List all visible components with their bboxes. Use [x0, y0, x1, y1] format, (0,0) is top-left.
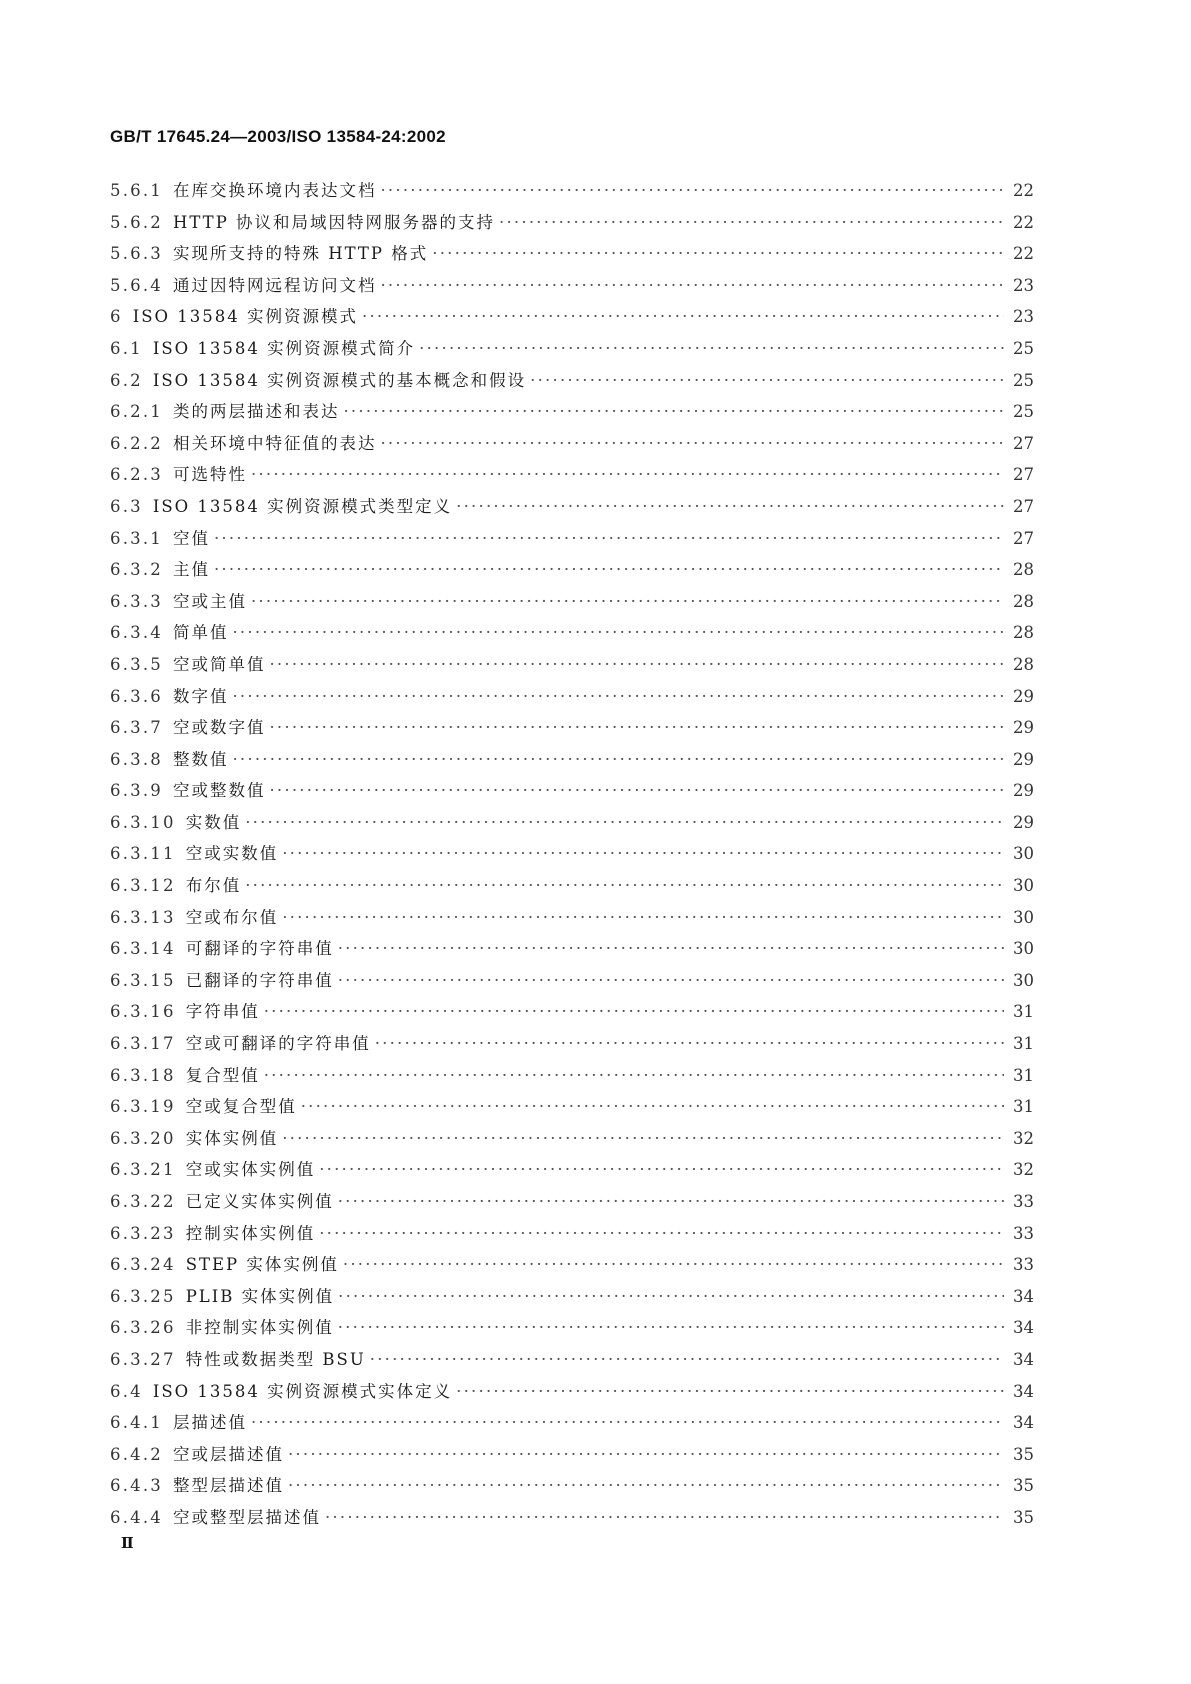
toc-entry-number: 6.3.2: [110, 560, 163, 580]
toc-entry-page: 29: [1013, 686, 1034, 706]
toc-entry-page: 32: [1013, 1128, 1034, 1148]
dot-leader: [343, 1254, 1004, 1275]
toc-entry-number: 6.3.9: [110, 781, 163, 801]
toc-entry[interactable]: [110, 180, 1034, 212]
toc-entry[interactable]: [110, 1223, 1034, 1255]
toc-entry-page: 35: [1013, 1507, 1034, 1527]
toc-entry-title: 字符串值: [185, 1002, 260, 1022]
toc-entry-page: 28: [1013, 591, 1034, 611]
toc-entry[interactable]: [110, 528, 1034, 560]
toc-entry-number: 6.3.15: [110, 970, 176, 990]
toc-entry-page: 22: [1013, 244, 1034, 264]
toc-entry[interactable]: [110, 1096, 1034, 1128]
toc-entry-title: 空或主值: [172, 591, 247, 611]
toc-entry-page: 34: [1013, 1318, 1034, 1338]
toc-entry[interactable]: [110, 1475, 1034, 1507]
toc-entry-title: 空或数字值: [172, 718, 266, 738]
toc-entry-number: 6.3.20: [110, 1128, 176, 1148]
toc-entry-page: 34: [1013, 1381, 1034, 1401]
toc-entry-title: ISO 13584 实例资源模式类型定义: [152, 496, 453, 516]
dot-leader: [370, 1349, 1004, 1370]
toc-entry-page: 33: [1013, 1223, 1034, 1243]
toc-entry-page: 23: [1013, 307, 1034, 327]
toc-entry[interactable]: [110, 1381, 1034, 1413]
toc-entry-page: 32: [1013, 1160, 1034, 1180]
dot-leader: [419, 338, 1004, 359]
toc-entry[interactable]: [110, 1254, 1034, 1286]
toc-entry-number: 6.4.1: [110, 1413, 163, 1433]
toc-entry[interactable]: [110, 749, 1034, 781]
toc-entry-page: 30: [1013, 939, 1034, 959]
toc-entry[interactable]: [110, 907, 1034, 939]
toc-entry-page: 29: [1013, 781, 1034, 801]
toc-entry-number: 6.4: [110, 1381, 143, 1401]
toc-entry-title: 可选特性: [172, 465, 247, 485]
toc-entry[interactable]: [110, 1507, 1034, 1539]
toc-entry-title: 特性或数据类型 BSU: [185, 1349, 366, 1369]
dot-leader: [264, 1001, 1004, 1022]
toc-entry-title: ISO 13584 实例资源模式: [132, 307, 359, 327]
toc-entry[interactable]: [110, 717, 1034, 749]
toc-entry-number: 5.6.2: [110, 212, 163, 232]
dot-leader: [319, 1159, 1004, 1180]
dot-leader: [338, 1317, 1004, 1338]
toc-entry-number: 6.3.3: [110, 591, 163, 611]
toc-entry-number: 6.3.25: [110, 1286, 176, 1306]
toc-entry-number: 6.3.21: [110, 1160, 176, 1180]
toc-entry-number: 6.3.23: [110, 1223, 176, 1243]
toc-entry[interactable]: [110, 401, 1034, 433]
toc-entry-title: 可翻译的字符串值: [185, 939, 334, 959]
toc-entry-number: 6.2: [110, 370, 143, 390]
toc-entry-page: 27: [1013, 496, 1034, 516]
dot-leader: [362, 306, 1004, 327]
toc-entry-page: 29: [1013, 812, 1034, 832]
toc-entry-number: 6.4.4: [110, 1507, 163, 1527]
toc-entry[interactable]: [110, 970, 1034, 1002]
toc-entry[interactable]: [110, 338, 1034, 370]
dot-leader: [245, 812, 1004, 833]
toc-entry-number: 6.3.16: [110, 1002, 176, 1022]
toc-entry[interactable]: [110, 591, 1034, 623]
toc-entry-title: 已定义实体实例值: [185, 1192, 334, 1211]
toc-entry-number: 6.3.19: [110, 1097, 176, 1117]
toc-entry[interactable]: [110, 1033, 1034, 1065]
toc-entry-title: 数字值: [172, 686, 229, 706]
toc-entry-title: 实体实例值: [185, 1128, 279, 1148]
toc-entry-page: 30: [1013, 970, 1034, 990]
toc-entry[interactable]: [110, 1159, 1034, 1191]
toc-entry-page: 31: [1013, 1002, 1034, 1022]
toc-entry-title: 空或实数值: [185, 844, 279, 864]
toc-entry[interactable]: [110, 370, 1034, 402]
toc-entry-number: 6.4.3: [110, 1476, 163, 1496]
dot-leader: [214, 528, 1004, 549]
dot-leader: [282, 1128, 1004, 1149]
page-number-footer: Ⅱ: [121, 1534, 133, 1552]
dot-leader: [288, 1475, 1004, 1496]
toc-entry-number: 6.3.18: [110, 1065, 176, 1085]
dot-leader: [232, 686, 1004, 707]
toc-entry-number: 6.3.22: [110, 1192, 176, 1211]
dot-leader: [499, 212, 1004, 233]
dot-leader: [301, 1096, 1004, 1117]
toc-entry-number: 6.3.24: [110, 1255, 176, 1275]
toc-entry[interactable]: [110, 464, 1034, 496]
toc-entry-title: 主值: [172, 560, 210, 580]
toc-entry-page: 29: [1013, 718, 1034, 738]
toc-entry-title: 层描述值: [172, 1413, 247, 1433]
dot-leader: [269, 654, 1004, 675]
toc-entry-number: 6.3.6: [110, 686, 163, 706]
dot-leader: [380, 433, 1004, 454]
document-header: GB/T 17645.24—2003/ISO 13584-24:2002: [110, 127, 446, 146]
dot-leader: [432, 243, 1004, 264]
toc-entry[interactable]: [110, 938, 1034, 970]
toc-entry-page: 34: [1013, 1286, 1034, 1306]
toc-entry-number: 6.3.14: [110, 939, 176, 959]
dot-leader: [380, 275, 1004, 296]
dot-leader: [251, 464, 1004, 485]
toc-entry-page: 28: [1013, 654, 1034, 674]
dot-leader: [245, 875, 1004, 896]
toc-entry-number: 6.3.26: [110, 1318, 176, 1338]
toc-entry-page: 22: [1013, 212, 1034, 232]
dot-leader: [338, 1286, 1004, 1307]
toc-entry-number: 5.6.1: [110, 181, 163, 200]
toc-entry-page: 29: [1013, 749, 1034, 769]
toc-entry[interactable]: [110, 433, 1034, 465]
toc-entry[interactable]: [110, 496, 1034, 528]
toc-entry-page: 35: [1013, 1476, 1034, 1496]
toc-entry-title: 空或可翻译的字符串值: [185, 1034, 371, 1054]
dot-leader: [288, 1444, 1004, 1465]
toc-entry-page: 31: [1013, 1065, 1034, 1085]
dot-leader: [251, 1412, 1004, 1433]
toc-entry-title: 空或简单值: [172, 654, 266, 674]
toc-entry-number: 6.1: [110, 338, 143, 358]
dot-leader: [375, 1033, 1004, 1054]
dot-leader: [232, 749, 1004, 770]
toc-entry[interactable]: [110, 1001, 1034, 1033]
dot-leader: [325, 1507, 1004, 1528]
toc-entry-title: ISO 13584 实例资源模式的基本概念和假设: [152, 370, 527, 390]
toc-entry-number: 5.6.4: [110, 275, 163, 295]
toc-entry-page: 27: [1013, 528, 1034, 548]
toc-entry-title: HTTP 协议和局域因特网服务器的支持: [172, 212, 496, 232]
toc-entry-page: 25: [1013, 402, 1034, 422]
toc-entry-title: 空或整数值: [172, 781, 266, 801]
toc-entry-title: 控制实体实例值: [185, 1223, 316, 1243]
toc-entry-page: 33: [1013, 1192, 1034, 1211]
toc-entry-page: 34: [1013, 1413, 1034, 1433]
toc-entry-number: 6.2.3: [110, 465, 163, 485]
toc-entry-title: 简单值: [172, 623, 229, 643]
toc-entry-number: 5.6.3: [110, 244, 163, 264]
toc-entry-title: 类的两层描述和表达: [172, 402, 340, 422]
toc-entry-page: 30: [1013, 876, 1034, 896]
toc-entry[interactable]: [110, 275, 1034, 307]
toc-entry-title: ISO 13584 实例资源模式实体定义: [152, 1381, 453, 1401]
dot-leader: [530, 370, 1004, 391]
toc-entry-page: 25: [1013, 338, 1034, 358]
toc-entry[interactable]: [110, 1191, 1034, 1223]
toc-entry[interactable]: [110, 1128, 1034, 1160]
toc-entry-title: 通过因特网远程访问文档: [172, 275, 377, 295]
toc-entry-page: 31: [1013, 1034, 1034, 1054]
toc-entry[interactable]: [110, 1349, 1034, 1381]
dot-leader: [269, 717, 1004, 738]
toc-entry-number: 6.4.2: [110, 1444, 163, 1464]
toc-entry-number: 6.2.1: [110, 402, 163, 422]
toc-entry-number: 6: [110, 307, 123, 327]
toc-entry[interactable]: [110, 212, 1034, 244]
toc-entry-title: 整型层描述值: [172, 1476, 284, 1496]
toc-entry-page: 28: [1013, 560, 1034, 580]
toc-entry[interactable]: [110, 875, 1034, 907]
dot-leader: [380, 180, 1004, 201]
toc-entry[interactable]: [110, 686, 1034, 718]
toc-entry-number: 6.3.17: [110, 1034, 176, 1054]
dot-leader: [343, 401, 1004, 422]
toc-entry-number: 6.3: [110, 496, 143, 516]
toc-entry-title: 空或复合型值: [185, 1097, 297, 1117]
toc-entry-title: STEP 实体实例值: [185, 1255, 339, 1275]
toc-entry-page: 35: [1013, 1444, 1034, 1464]
dot-leader: [456, 1381, 1004, 1402]
toc-entry[interactable]: [110, 243, 1034, 275]
toc-entry-number: 6.3.5: [110, 654, 163, 674]
toc-entry-page: 23: [1013, 275, 1034, 295]
toc-entry-title: 空或整型层描述值: [172, 1507, 321, 1527]
dot-leader: [282, 907, 1004, 928]
toc-entry-title: 相关环境中特征值的表达: [172, 433, 377, 453]
toc-entry[interactable]: [110, 780, 1034, 812]
toc-entry-number: 6.3.13: [110, 907, 176, 927]
toc-entry-title: 实现所支持的特殊 HTTP 格式: [172, 244, 429, 264]
toc-entry-number: 6.3.1: [110, 528, 163, 548]
toc-entry-title: 在库交换环境内表达文档: [172, 181, 377, 200]
toc-entry[interactable]: [110, 843, 1034, 875]
toc-entry-number: 6.3.27: [110, 1349, 176, 1369]
toc-entry-title: 实数值: [185, 812, 242, 832]
toc-entry-number: 6.3.8: [110, 749, 163, 769]
dot-leader: [282, 843, 1004, 864]
toc-entry-number: 6.2.2: [110, 433, 163, 453]
toc-entry-page: 27: [1013, 465, 1034, 485]
table-of-contents: [110, 180, 1034, 1539]
toc-entry-title: 复合型值: [185, 1065, 260, 1085]
toc-entry-title: 空值: [172, 528, 210, 548]
toc-entry[interactable]: [110, 1412, 1034, 1444]
dot-leader: [338, 1191, 1004, 1212]
toc-entry-title: 空或实体实例值: [185, 1160, 316, 1180]
toc-entry[interactable]: [110, 654, 1034, 686]
toc-entry-title: PLIB 实体实例值: [185, 1286, 335, 1306]
toc-entry[interactable]: [110, 1065, 1034, 1097]
toc-entry-number: 6.3.12: [110, 876, 176, 896]
toc-entry-number: 6.3.4: [110, 623, 163, 643]
toc-entry[interactable]: [110, 812, 1034, 844]
dot-leader: [264, 1065, 1004, 1086]
toc-entry-page: 30: [1013, 907, 1034, 927]
dot-leader: [269, 780, 1004, 801]
toc-entry[interactable]: [110, 559, 1034, 591]
toc-entry-page: 31: [1013, 1097, 1034, 1117]
dot-leader: [319, 1223, 1004, 1244]
toc-entry-number: 6.3.7: [110, 718, 163, 738]
dot-leader: [456, 496, 1004, 517]
toc-entry-page: 28: [1013, 623, 1034, 643]
toc-entry-page: 22: [1013, 181, 1034, 200]
toc-entry-title: ISO 13584 实例资源模式简介: [152, 338, 416, 358]
toc-entry-page: 34: [1013, 1349, 1034, 1369]
dot-leader: [214, 559, 1004, 580]
toc-entry-page: 33: [1013, 1255, 1034, 1275]
toc-entry-title: 已翻译的字符串值: [185, 970, 334, 990]
toc-entry-title: 空或层描述值: [172, 1444, 284, 1464]
toc-entry-page: 27: [1013, 433, 1034, 453]
toc-entry[interactable]: [110, 1286, 1034, 1318]
toc-entry-title: 整数值: [172, 749, 229, 769]
toc-entry-page: 30: [1013, 844, 1034, 864]
dot-leader: [251, 591, 1004, 612]
toc-entry-title: 空或布尔值: [185, 907, 279, 927]
toc-entry-title: 非控制实体实例值: [185, 1318, 334, 1338]
toc-entry-page: 25: [1013, 370, 1034, 390]
toc-entry[interactable]: [110, 1317, 1034, 1349]
dot-leader: [338, 938, 1004, 959]
toc-entry[interactable]: [110, 622, 1034, 654]
dot-leader: [338, 970, 1004, 991]
dot-leader: [232, 622, 1004, 643]
toc-entry[interactable]: [110, 306, 1034, 338]
toc-entry-number: 6.3.10: [110, 812, 176, 832]
toc-entry-number: 6.3.11: [110, 844, 176, 864]
toc-entry-title: 布尔值: [185, 876, 242, 896]
toc-entry[interactable]: [110, 1444, 1034, 1476]
